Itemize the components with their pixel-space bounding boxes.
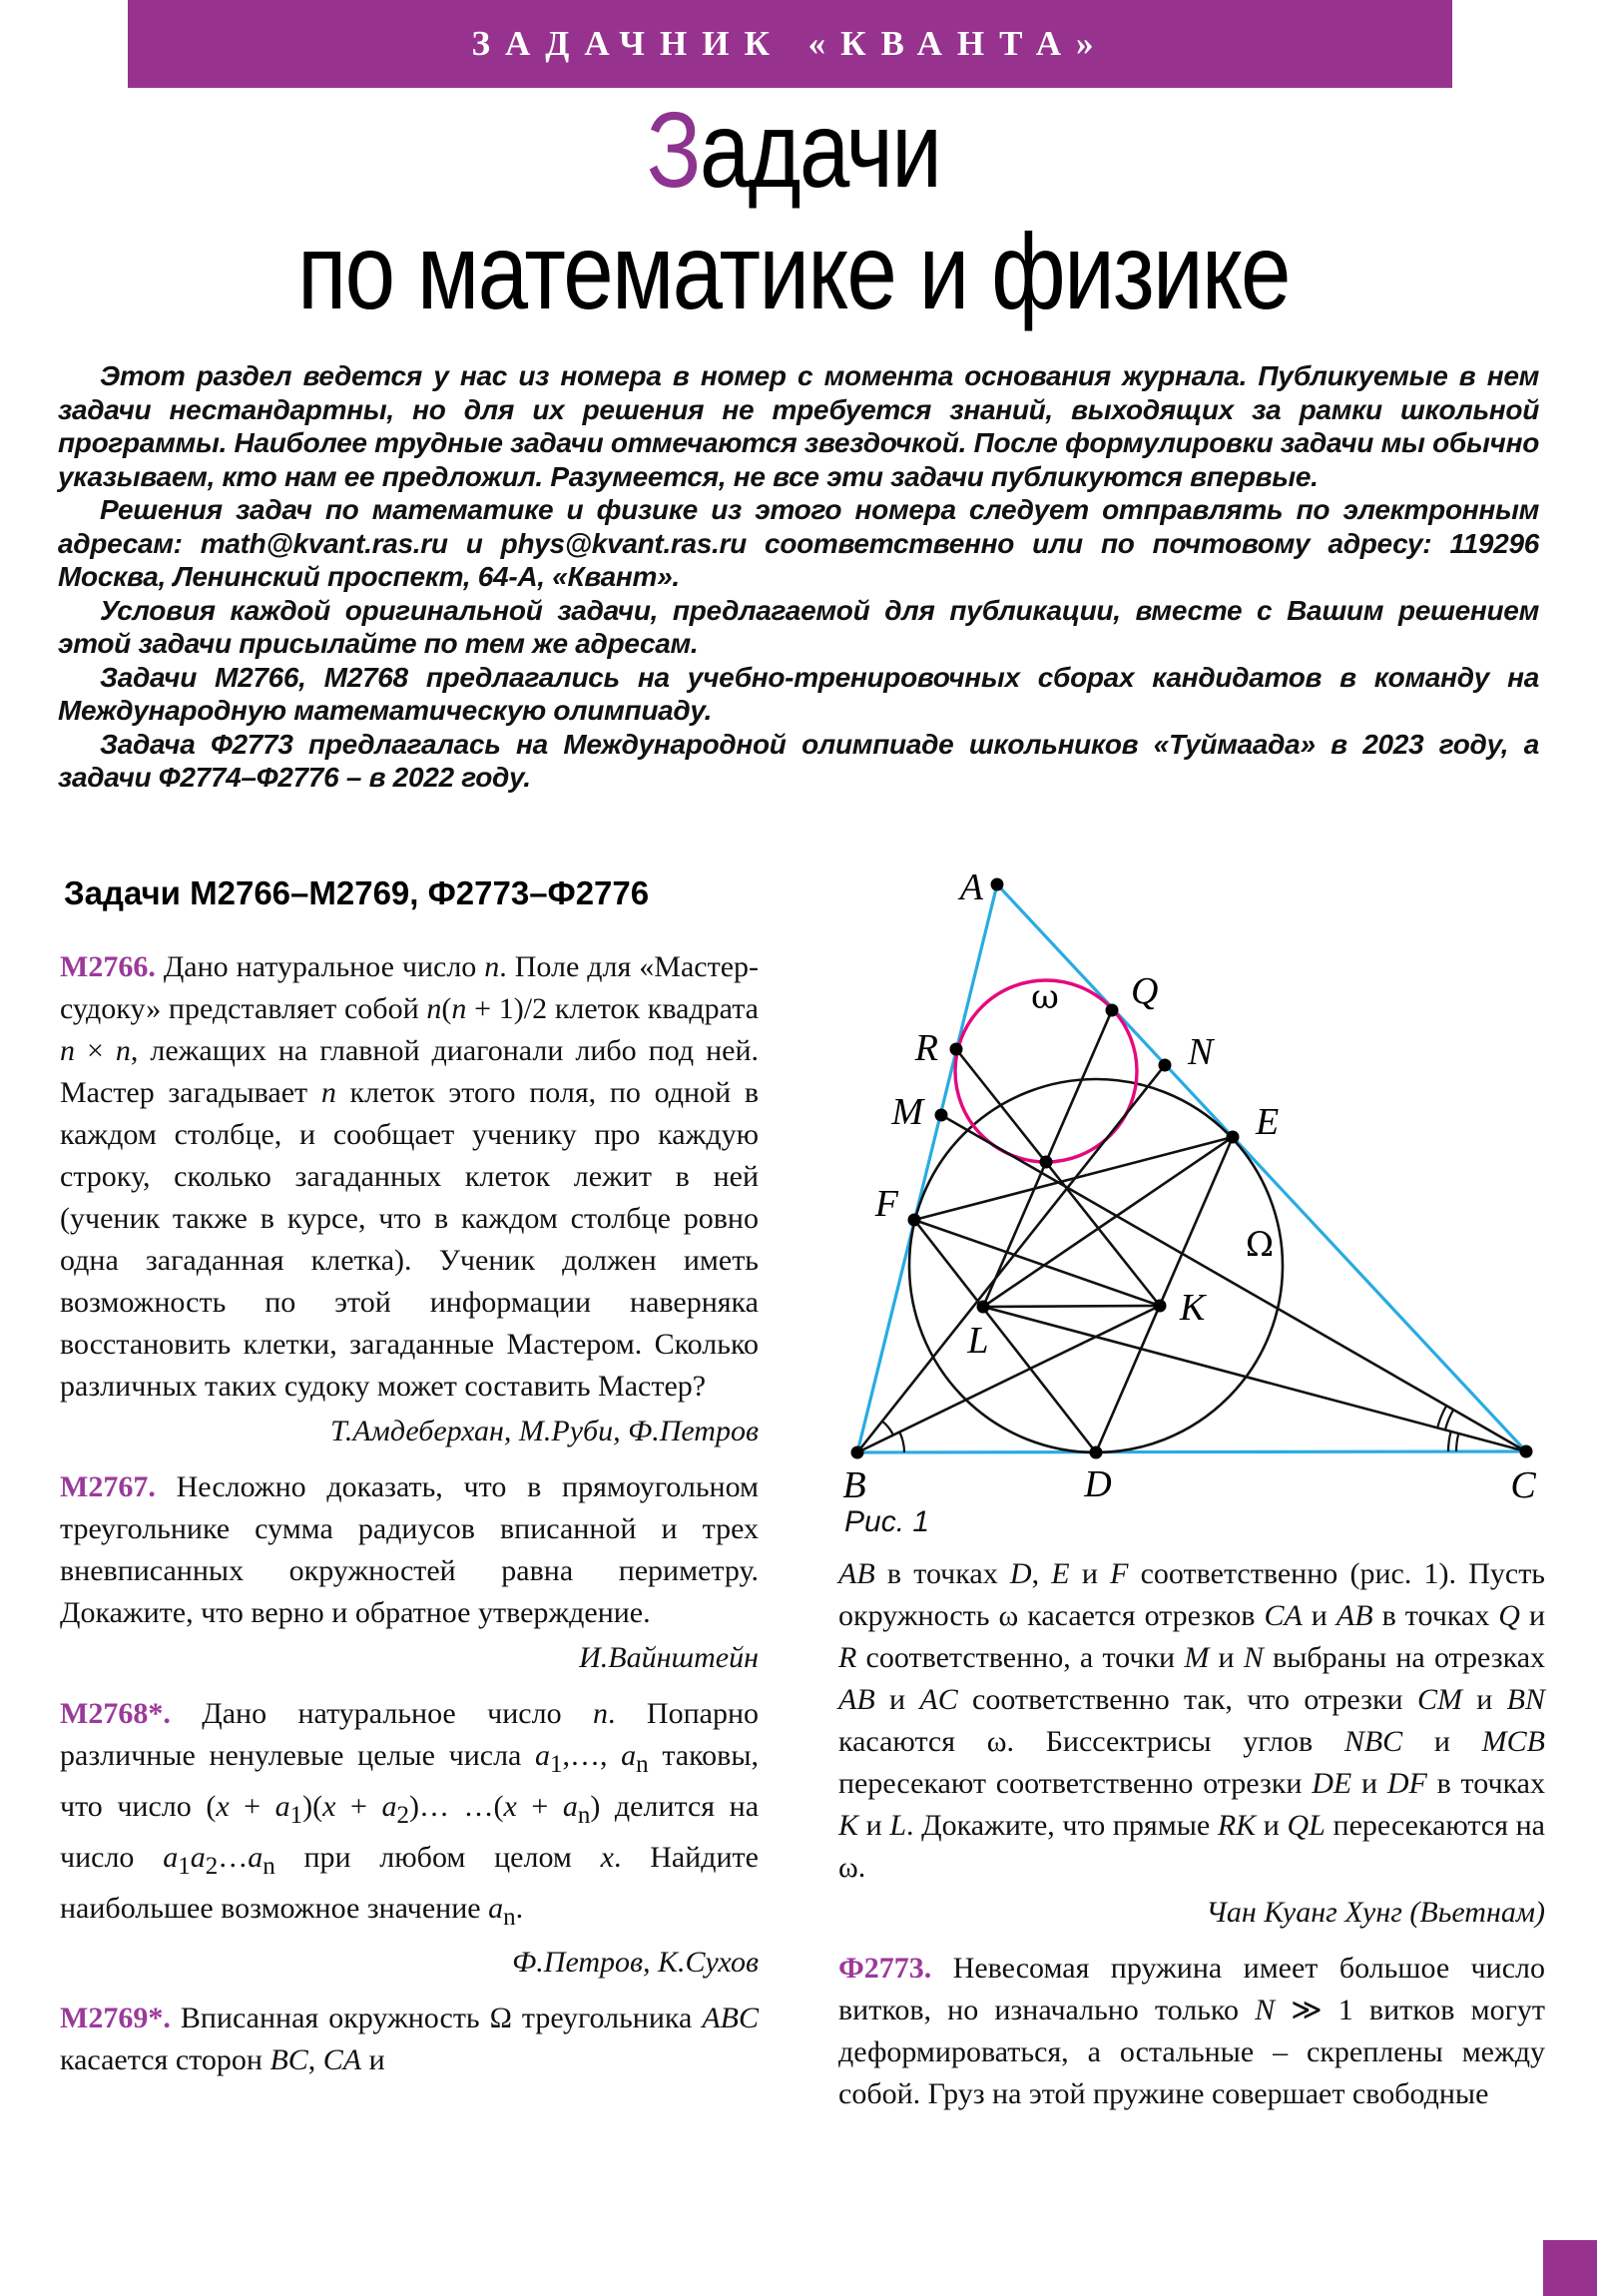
page-title-line2: по математике и физике bbox=[297, 211, 1290, 331]
label-B: B bbox=[842, 1464, 866, 1506]
tangent-CM bbox=[941, 1115, 1526, 1451]
problem-text: Несложно доказать, что в прямоугольном треугольнике сумма радиусов вписанной и трех вневписанных окружностей равна периметру. Докажите, что верно и обратное утверждение. bbox=[60, 1470, 759, 1629]
figure-ris-1 bbox=[826, 859, 1555, 1549]
label-M: M bbox=[891, 1091, 923, 1133]
label-R: R bbox=[914, 1027, 938, 1069]
intro-paragraph: Задача Ф2773 предлагалась на Международной олимпиаде школьников «Туймаада» в 2023 году, а задачи Ф2774–Ф2776 – в 2022 году. bbox=[58, 728, 1539, 793]
problem-f2773 bbox=[838, 1948, 1545, 2115]
problems-heading: Задачи М2766–М2769, Ф2773–Ф2776 bbox=[64, 874, 650, 911]
angle-mark-c1b bbox=[1448, 1432, 1451, 1451]
segment-FK bbox=[914, 1220, 1160, 1306]
point-M bbox=[935, 1109, 948, 1122]
intro-paragraph: Задачи М2766, М2768 предлагались на учебно-тренировочных сборах кандидатов в команду на Международную математическую олимпиаду. bbox=[58, 661, 1539, 726]
problem-text: AB в точках D, E и F соответственно (рис. 1). Пусть окружность ω касается отрезков CA и AB в точках Q и R соответственно, а точки M и N выбраны на отрезках AB и AC соответственно так, что отрезки CM и BN касаются ω. Биссектрисы углов NBC и MCB пересекают соответственно отрезки DE и DF в точках K и L. Докажите, что прямые RK и QL пересекаются на ω. bbox=[838, 1557, 1546, 1884]
point-C bbox=[1520, 1445, 1533, 1458]
problem-label: М2769*. bbox=[60, 2002, 171, 2034]
right-column bbox=[838, 1553, 1545, 2115]
problem-label: М2766. bbox=[60, 950, 156, 983]
problem-text: Дано натуральное число n. Поле для «Мастер-судоку» представляет собой n(n + 1)/2 клеток квадрата n × n, лежащих на главной диагонали либо под ней. Мастер загадывает n клеток этого поля, по одной в каждом столбце, и сообщает ученику про каждую строку, сколько загаданных клеток лежит в ней (ученик также в курсе, что в каждом столбце ровно одна загаданная клетка). Ученик должен иметь возможность по этой информации наверняка восстановить клетки, загаданные Мастером. Сколько различных таких судоку может составить Мастер? bbox=[60, 950, 760, 1403]
angle-mark-b-outer bbox=[899, 1432, 904, 1452]
angle-marks bbox=[882, 1406, 1459, 1452]
problem-text: Дано натуральное число n. Попарно различные ненулевые целые числа $a_1,\dots$, $a_n$ таковы, что число $(x + a_1)(x$ + $a_2)\dots$ …(x + $a_n$) делится на число $a_1a_2\dots a_n$ при любом целом x. Найдите наибольшее возможное значение $a_n$. bbox=[60, 1697, 760, 1931]
problem-m2767 bbox=[60, 1466, 759, 1634]
problem-label: М2768*. bbox=[60, 1697, 171, 1730]
figure-points bbox=[851, 878, 1533, 1459]
problem-authors: И.Вайнштейн bbox=[579, 1641, 759, 1674]
bisector-CL bbox=[983, 1307, 1526, 1451]
problem-m2768 bbox=[60, 1693, 759, 1939]
problem-label: М2767. bbox=[60, 1470, 156, 1503]
angle-mark-b-inner bbox=[882, 1422, 893, 1435]
problem-label: Ф2773. bbox=[838, 1952, 932, 1985]
point-E bbox=[1227, 1131, 1240, 1144]
page-corner-marker bbox=[1543, 2240, 1597, 2296]
label-F: F bbox=[874, 1183, 898, 1225]
label-D: D bbox=[1084, 1463, 1112, 1505]
point-A bbox=[991, 878, 1004, 891]
point-K bbox=[1154, 1300, 1167, 1313]
angle-mark-c2a bbox=[1445, 1410, 1453, 1430]
point-intersection-on-omega bbox=[1040, 1156, 1053, 1169]
figure-caption: Рис. 1 bbox=[844, 1505, 930, 1538]
point-D bbox=[1090, 1446, 1103, 1459]
section-banner-title: ЗАДАЧНИК «КВАНТА» bbox=[471, 24, 1109, 63]
point-B bbox=[851, 1446, 864, 1459]
angle-mark-c2b bbox=[1437, 1406, 1446, 1428]
figure-segments bbox=[857, 1010, 1526, 1452]
problem-m2769-continuation bbox=[838, 1553, 1545, 1889]
section-banner bbox=[128, 0, 1452, 88]
label-K: K bbox=[1180, 1287, 1206, 1329]
problem-m2766 bbox=[60, 946, 759, 1408]
label-omega-big: Ω bbox=[1245, 1225, 1275, 1265]
label-E: E bbox=[1256, 1101, 1280, 1143]
intro-paragraph: Этот раздел ведется у нас из номера в номер с момента основания журнала. Публикуемые в нем задачи нестандартны, но для их решения не требуется знаний, выходящих за рамки школьной программы. Наиболее трудные задачи отмечаются звездочкой. После формулировки задачи мы обычно указываем, кто нам ее предложил. Разумеется, не все эти задачи публикуются впервые. bbox=[58, 360, 1539, 492]
problem-text: Вписанная окружность Ω треугольника ABC касается сторон BC, CA и bbox=[60, 2002, 760, 2076]
label-N: N bbox=[1188, 1031, 1214, 1073]
intro-block bbox=[58, 359, 1539, 795]
point-R bbox=[950, 1043, 963, 1056]
point-L bbox=[977, 1301, 990, 1314]
label-A: A bbox=[959, 866, 983, 908]
intro-paragraph: Условия каждой оригинальной задачи, предлагаемой для публикации, вместе с Вашим решением этой задачи присылайте по тем же адресам. bbox=[58, 594, 1539, 659]
segment-LK bbox=[983, 1306, 1160, 1307]
point-F bbox=[908, 1214, 921, 1227]
label-L: L bbox=[967, 1320, 989, 1362]
title-rest: адачи bbox=[699, 89, 941, 210]
page-title-line1 bbox=[127, 89, 1460, 210]
triangle-abc bbox=[857, 884, 1526, 1452]
problem-m2769 bbox=[60, 1998, 759, 2081]
problem-authors: Т.Амдеберхан, М.Руби, Ф.Петров bbox=[330, 1415, 759, 1447]
segment-RK bbox=[956, 1049, 1160, 1306]
label-C: C bbox=[1510, 1464, 1536, 1506]
label-omega-small: ω bbox=[1031, 977, 1059, 1017]
left-column bbox=[60, 946, 759, 2081]
label-Q: Q bbox=[1131, 970, 1159, 1012]
title-initial: З bbox=[646, 89, 700, 210]
problem-authors: Ф.Петров, К.Сухов bbox=[512, 1946, 759, 1979]
problem-text: Невесомая пружина имеет большое число витков, но изначально только N ≫ 1 витков могут деформироваться, а остальные – скреплены между собой. Груз на этой пружине совершает свободные bbox=[838, 1952, 1546, 2110]
intro-paragraph: Решения задач по математике и физике из этого номера следует отправлять по электронным адресам: math@kvant.ras.ru и phys@kvant.ras.ru соответственно или по почтовому адресу: 119296 Москва, Ленинский проспект, 64-А, «Квант». bbox=[58, 494, 1539, 592]
point-N bbox=[1159, 1059, 1172, 1072]
angle-mark-c1a bbox=[1456, 1434, 1458, 1451]
point-Q bbox=[1106, 1004, 1119, 1017]
problem-authors: Чан Куанг Хунг (Вьетнам) bbox=[1206, 1896, 1545, 1929]
